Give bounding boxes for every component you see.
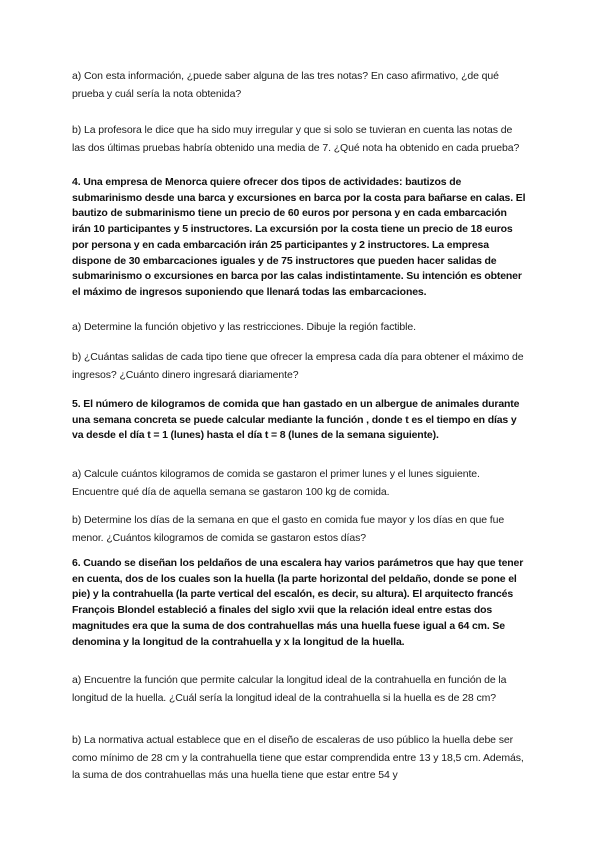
heading-question-5: 5. El número de kilogramos de comida que han gastado en un albergue de animales durante una semana concreta se puede calcular mediante la función , donde t es el tiempo en días y va desde el día t = 1 (lunes) hasta el día t = 8 (lunes de la semana siguiente). (72, 398, 520, 442)
paragraph-question-3b: b) La profesora le dice que ha sido muy irregular y que si solo se tuvieran en cuenta las notas de las dos últimas pruebas habría obtenido una media de 7. ¿Qué nota ha obtenido en cada prueba? (72, 124, 520, 154)
paragraph-question-6a: a) Encuentre la función que permite calcular la longitud ideal de la contrahuella en función de la longitud de la huella. ¿Cuál sería la longitud ideal de la contrahuella si la huella es de 28 cm? (72, 674, 507, 704)
paragraph-question-4b: b) ¿Cuántas salidas de cada tipo tiene que ofrecer la empresa cada día para obtener el máximo de ingresos? ¿Cuánto dinero ingresará diariamente? (72, 351, 524, 381)
paragraph-question-6b: b) La normativa actual establece que en el diseño de escaleras de uso público la huella debe ser como mínimo de 28 cm y la contrahuella tiene que estar comprendida entre 13 y 18,5 cm. Además, la suma de dos contrahuellas más una huella tiene que estar entre 54 y (72, 734, 524, 781)
paragraph-question-5b: b) Determine los días de la semana en que el gasto en comida fue mayor y los días en que fue menor. ¿Cuántos kilogramos de comida se gastaron estos días? (72, 514, 505, 544)
paragraph-question-4a: a) Determine la función objetivo y las restricciones. Dibuje la región factible. (72, 321, 416, 333)
paragraph-question-3a: a) Con esta información, ¿puede saber alguna de las tres notas? En caso afirmativo, ¿de qué prueba y cuál sería la nota obtenida? (72, 70, 499, 100)
heading-question-6: 6. Cuando se diseñan los peldaños de una escalera hay varios parámetros que hay que tener en cuenta, dos de los cuales son la huella (la parte horizontal del peldaño, donde se pone el pie) y la contrahuella (la parte vertical del escalón, es decir, su altura). El arquitecto francés François Blondel estableció a finales del siglo xvii que la relación ideal entre estas dos magnitudes era que la suma de dos contrahuellas más una huella fuese igual a 64 cm. Se denomina y la longitud de la contrahuella y x la longitud de la huella. (72, 557, 524, 648)
heading-question-4: 4. Una empresa de Menorca quiere ofrecer dos tipos de actividades: bautizos de submarinismo desde una barca y excursiones en barca por la costa para bañarse en calas. El bautizo de submarinismo tiene un precio de 60 euros por persona y en cada embarcación irán 10 participantes y 5 instructores. La excursión por la costa tiene un precio de 18 euros por persona y en cada embarcación irán 25 participantes y 2 instructores. La empresa dispone de 30 embarcaciones iguales y de 75 instructores que pueden hacer salidas de submarinismo o excursiones en barca por las calas indistintamente. Su intención es obtener el máximo de ingresos suponiendo que llenará todas las embarcaciones. (72, 176, 526, 298)
paragraph-question-5a: a) Calcule cuántos kilogramos de comida se gastaron el primer lunes y el lunes siguiente. Encuentre qué día de aquella semana se gastaron 100 kg de comida. (72, 468, 480, 498)
